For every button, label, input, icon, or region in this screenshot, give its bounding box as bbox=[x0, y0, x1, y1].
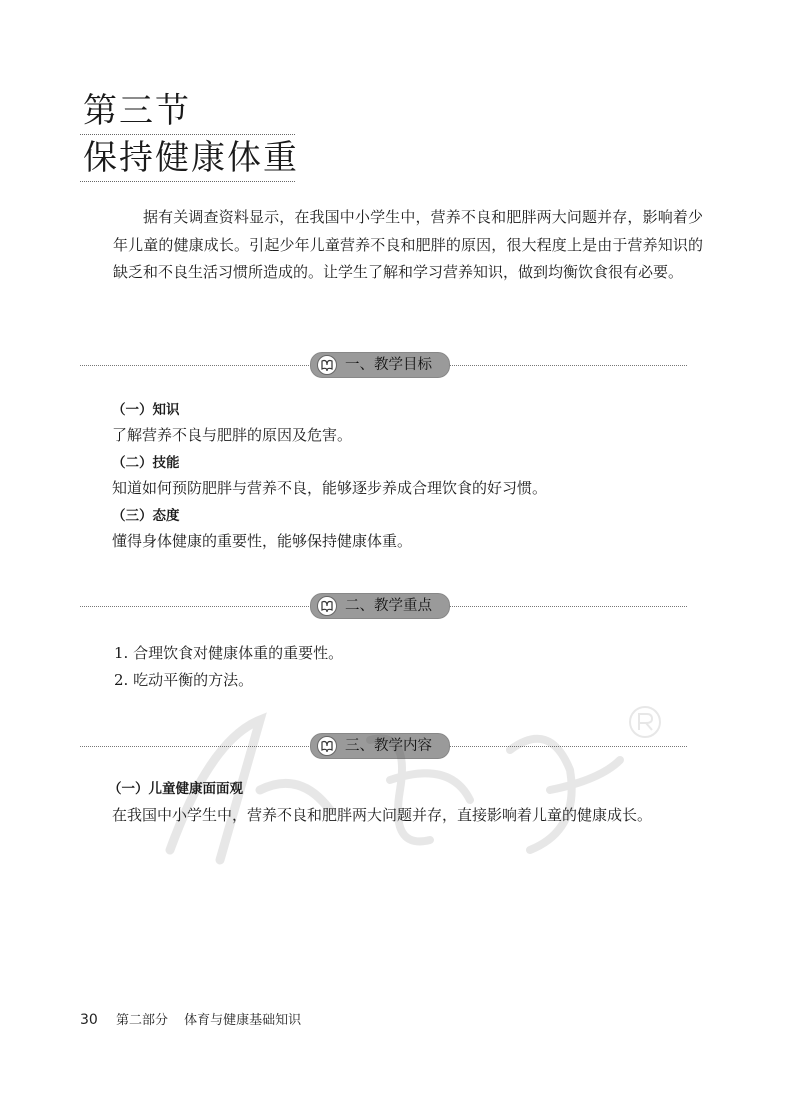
section-title: 保持健康体重 bbox=[80, 135, 295, 182]
section-label: 二、教学重点 bbox=[345, 598, 432, 614]
content-text: 在我国中小学生中，营养不良和肥胖两大问题并存，直接影响着儿童的健康成长。 bbox=[112, 806, 653, 824]
goal-heading: （一）知识 bbox=[112, 402, 180, 418]
goal-text: 懂得身体健康的重要性，能够保持健康体重。 bbox=[112, 532, 413, 550]
goals-list bbox=[112, 398, 712, 557]
section-header-goals bbox=[80, 352, 687, 378]
section-pill bbox=[310, 352, 450, 378]
page-footer bbox=[80, 1009, 301, 1028]
section-pill bbox=[310, 733, 450, 759]
key-points-list bbox=[114, 640, 714, 694]
goal-text: 了解营养不良与肥胖的原因及危害。 bbox=[112, 426, 353, 444]
section-header-key-points bbox=[80, 593, 687, 619]
list-item: 1. 合理饮食对健康体重的重要性。 bbox=[114, 644, 344, 662]
section-number: 第三节 bbox=[80, 88, 295, 135]
list-item: 2. 吃动平衡的方法。 bbox=[114, 671, 254, 689]
section-header-content bbox=[80, 733, 687, 759]
book-icon bbox=[317, 596, 337, 616]
content-heading: （一）儿童健康面面观 bbox=[108, 781, 243, 797]
part-title: 体育与健康基础知识 bbox=[184, 1013, 302, 1028]
book-icon bbox=[317, 355, 337, 375]
goal-heading: （三）态度 bbox=[112, 508, 180, 524]
part-label: 第二部分 bbox=[115, 1013, 168, 1028]
goal-text: 知道如何预防肥胖与营养不良，能够逐步养成合理饮食的好习惯。 bbox=[112, 479, 548, 497]
chapter-title bbox=[80, 88, 299, 182]
goal-heading: （二）技能 bbox=[112, 455, 180, 471]
book-icon bbox=[317, 736, 337, 756]
section-label: 一、教学目标 bbox=[345, 357, 432, 373]
section-label: 三、教学内容 bbox=[345, 738, 432, 754]
page-number: 30 bbox=[80, 1012, 98, 1028]
section-pill bbox=[310, 593, 450, 619]
intro-paragraph: 据有关调查资料显示，在我国中小学生中，营养不良和肥胖两大问题并存，影响着少年儿童的健康成长。引起少年儿童营养不良和肥胖的原因，很大程度上是由于营养知识的缺乏和不良生活习惯所造成的。让学生了解和学习营养知识，做到均衡饮食很有必要。 bbox=[113, 208, 703, 281]
content-block bbox=[108, 776, 708, 828]
